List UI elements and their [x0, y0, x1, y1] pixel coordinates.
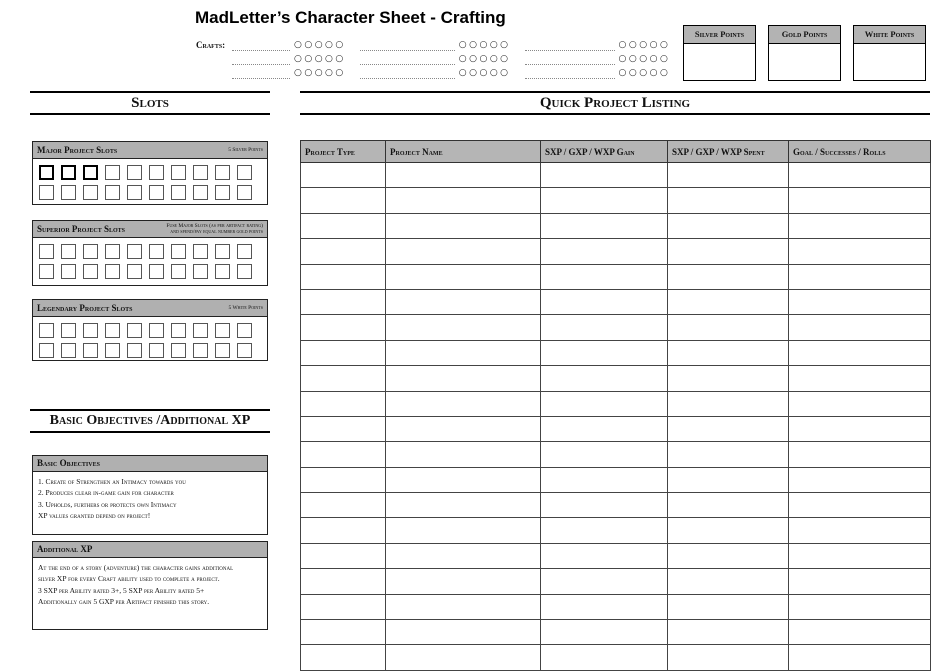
- table-cell[interactable]: [668, 289, 789, 314]
- project-slot-checkbox[interactable]: [149, 185, 164, 200]
- table-cell[interactable]: [789, 569, 931, 594]
- project-slot-checkbox[interactable]: [61, 244, 76, 259]
- table-cell[interactable]: [789, 620, 931, 645]
- table-header-row: [301, 141, 931, 163]
- crafts-label: Crafts:: [196, 40, 226, 50]
- objective-item: 3. Upholds, furthers or protects own Intimacy: [38, 499, 177, 509]
- table-cell[interactable]: [386, 366, 541, 391]
- table-cell[interactable]: [789, 645, 931, 670]
- table-cell[interactable]: [541, 264, 668, 289]
- table-cell[interactable]: [386, 391, 541, 416]
- additional-xp-line: silver XP for every Craft ability used to complete a project.: [38, 574, 220, 584]
- additional-xp-line: Additionally gain 5 GXP per Artifact finished this story.: [38, 596, 210, 606]
- project-slot-checkbox[interactable]: [171, 323, 186, 338]
- table-cell[interactable]: [301, 366, 386, 391]
- project-slot-checkbox[interactable]: [39, 343, 54, 358]
- objective-item: 2. Produces clear in-game gain for character: [38, 488, 174, 498]
- table-row: [301, 594, 931, 619]
- craft-rating-dots[interactable]: ○○○○○: [458, 54, 511, 64]
- table-row: [301, 188, 931, 213]
- objective-item: 1. Create of Strengthen an Intimacy towards you: [38, 477, 186, 486]
- table-cell[interactable]: [301, 315, 386, 340]
- craft-rating-dots[interactable]: ○○○○○: [294, 68, 346, 78]
- table-cell[interactable]: [668, 163, 789, 188]
- craft-entry: [232, 68, 346, 79]
- objectives-footer: XP values granted depend on project!: [38, 510, 151, 520]
- table-row: [301, 366, 931, 391]
- table-cell[interactable]: [668, 213, 789, 238]
- table-cell[interactable]: [541, 188, 668, 213]
- table-cell[interactable]: [301, 543, 386, 568]
- project-table: [300, 140, 931, 671]
- table-cell[interactable]: [541, 442, 668, 467]
- table-cell[interactable]: [541, 467, 668, 492]
- table-cell[interactable]: [541, 391, 668, 416]
- table-cell[interactable]: [301, 213, 386, 238]
- superior-slots-title: Superior Project Slots: [37, 224, 126, 234]
- craft-row: [232, 65, 684, 79]
- crafts-grid: [232, 37, 684, 79]
- table-row: [301, 239, 931, 264]
- table-cell[interactable]: [301, 416, 386, 441]
- table-cell[interactable]: [789, 391, 931, 416]
- table-cell[interactable]: [386, 493, 541, 518]
- table-cell[interactable]: [668, 442, 789, 467]
- craft-entry: [232, 54, 346, 65]
- table-row: [301, 391, 931, 416]
- table-row: [301, 543, 931, 568]
- project-slot-checkbox[interactable]: [61, 165, 76, 180]
- project-slot-checkbox[interactable]: [215, 185, 230, 200]
- table-row: [301, 620, 931, 645]
- table-cell[interactable]: [668, 340, 789, 365]
- table-cell[interactable]: [668, 569, 789, 594]
- table-cell[interactable]: [301, 163, 386, 188]
- table-cell[interactable]: [541, 594, 668, 619]
- table-cell[interactable]: [301, 188, 386, 213]
- table-row: [301, 416, 931, 441]
- additional-xp-title: Additional XP: [33, 542, 267, 558]
- table-cell[interactable]: [301, 645, 386, 670]
- slots-section-header: [30, 91, 270, 115]
- silver-points-label: Silver Points: [684, 26, 755, 44]
- table-cell[interactable]: [386, 442, 541, 467]
- table-cell[interactable]: [668, 264, 789, 289]
- table-cell[interactable]: [386, 645, 541, 670]
- col-xp-spent: SXP / GXP / WXP Spent: [668, 141, 789, 163]
- table-cell[interactable]: [668, 543, 789, 568]
- project-slot-checkbox[interactable]: [105, 165, 120, 180]
- project-slot-checkbox[interactable]: [83, 185, 98, 200]
- table-cell[interactable]: [541, 416, 668, 441]
- table-cell[interactable]: [668, 416, 789, 441]
- table-cell[interactable]: [301, 391, 386, 416]
- project-slot-checkbox[interactable]: [39, 185, 54, 200]
- white-points-value[interactable]: [854, 44, 925, 80]
- craft-name-line[interactable]: [525, 54, 615, 65]
- points-boxes: [683, 25, 926, 81]
- craft-name-line[interactable]: [525, 40, 615, 51]
- craft-rating-dots[interactable]: ○○○○○: [294, 40, 346, 50]
- craft-rating-dots[interactable]: ○○○○○: [458, 40, 511, 50]
- objectives-header-text: Basic Objectives /Additional XP: [49, 413, 251, 428]
- table-cell[interactable]: [789, 163, 931, 188]
- project-slot-checkbox[interactable]: [193, 185, 208, 200]
- table-cell[interactable]: [386, 315, 541, 340]
- table-cell[interactable]: [789, 213, 931, 238]
- table-cell[interactable]: [668, 188, 789, 213]
- table-cell[interactable]: [301, 239, 386, 264]
- craft-entry: [525, 54, 671, 65]
- major-slots-title: Major Project Slots: [37, 145, 118, 155]
- gold-points-box: [768, 25, 841, 81]
- slot-checkbox-row: [33, 338, 267, 358]
- col-project-name: Project Name: [386, 141, 541, 163]
- project-slot-checkbox[interactable]: [149, 343, 164, 358]
- project-slot-checkbox[interactable]: [215, 244, 230, 259]
- table-cell[interactable]: [789, 239, 931, 264]
- project-slot-checkbox[interactable]: [127, 343, 142, 358]
- table-cell[interactable]: [541, 239, 668, 264]
- table-cell[interactable]: [386, 416, 541, 441]
- table-cell[interactable]: [386, 213, 541, 238]
- table-row: [301, 645, 931, 670]
- silver-points-value[interactable]: [684, 44, 755, 80]
- craft-entry: [525, 68, 671, 79]
- project-slot-checkbox[interactable]: [149, 165, 164, 180]
- table-cell[interactable]: [789, 315, 931, 340]
- project-slot-checkbox[interactable]: [149, 323, 164, 338]
- project-slot-checkbox[interactable]: [171, 343, 186, 358]
- table-cell[interactable]: [301, 620, 386, 645]
- table-cell[interactable]: [386, 264, 541, 289]
- project-slot-checkbox[interactable]: [127, 185, 142, 200]
- table-cell[interactable]: [301, 493, 386, 518]
- project-slot-checkbox[interactable]: [39, 323, 54, 338]
- table-cell[interactable]: [668, 645, 789, 670]
- silver-points-box: [683, 25, 756, 81]
- project-slot-checkbox[interactable]: [105, 185, 120, 200]
- craft-name-line[interactable]: [360, 68, 455, 79]
- table-cell[interactable]: [541, 493, 668, 518]
- table-cell[interactable]: [668, 518, 789, 543]
- craft-entry: [360, 54, 511, 65]
- table-cell[interactable]: [789, 188, 931, 213]
- legendary-slots-title: Legendary Project Slots: [37, 303, 133, 313]
- table-row: [301, 264, 931, 289]
- craft-entry: [232, 40, 346, 51]
- table-cell[interactable]: [668, 315, 789, 340]
- table-cell[interactable]: [386, 467, 541, 492]
- craft-name-line[interactable]: [525, 68, 615, 79]
- legendary-slots-note: 5 White Points: [228, 304, 263, 311]
- craft-entry: [360, 68, 511, 79]
- table-cell[interactable]: [789, 543, 931, 568]
- table-cell[interactable]: [668, 493, 789, 518]
- superior-project-slots-box: [32, 220, 268, 286]
- craft-rating-dots[interactable]: ○○○○○: [618, 54, 671, 64]
- table-cell[interactable]: [541, 315, 668, 340]
- gold-points-value[interactable]: [769, 44, 840, 80]
- legendary-slots-bar: [33, 300, 267, 317]
- basic-objectives-body: [33, 472, 267, 525]
- table-row: [301, 289, 931, 314]
- table-cell[interactable]: [789, 518, 931, 543]
- craft-rating-dots[interactable]: ○○○○○: [294, 54, 346, 64]
- table-cell[interactable]: [386, 620, 541, 645]
- table-cell[interactable]: [668, 467, 789, 492]
- craft-row: [232, 37, 684, 51]
- table-cell[interactable]: [386, 569, 541, 594]
- table-cell[interactable]: [301, 264, 386, 289]
- project-slot-checkbox[interactable]: [39, 244, 54, 259]
- craft-row: [232, 51, 684, 65]
- table-row: [301, 163, 931, 188]
- table-cell[interactable]: [386, 594, 541, 619]
- project-slot-checkbox[interactable]: [215, 165, 230, 180]
- additional-xp-body: [33, 558, 267, 611]
- project-slot-checkbox[interactable]: [237, 264, 252, 279]
- superior-slots-note: [166, 223, 263, 236]
- table-cell[interactable]: [386, 239, 541, 264]
- craft-entry: [525, 40, 671, 51]
- table-cell[interactable]: [789, 264, 931, 289]
- craft-name-line[interactable]: [232, 54, 290, 65]
- table-cell[interactable]: [301, 442, 386, 467]
- table-cell[interactable]: [789, 594, 931, 619]
- table-cell[interactable]: [789, 416, 931, 441]
- project-slot-checkbox[interactable]: [105, 323, 120, 338]
- project-slot-checkbox[interactable]: [61, 264, 76, 279]
- table-cell[interactable]: [541, 620, 668, 645]
- project-slot-checkbox[interactable]: [215, 323, 230, 338]
- project-slot-checkbox[interactable]: [193, 244, 208, 259]
- table-cell[interactable]: [789, 467, 931, 492]
- table-row: [301, 442, 931, 467]
- table-cell[interactable]: [668, 620, 789, 645]
- col-project-type: Project Type: [301, 141, 386, 163]
- table-row: [301, 467, 931, 492]
- project-slot-checkbox[interactable]: [171, 264, 186, 279]
- table-cell[interactable]: [386, 188, 541, 213]
- quick-project-listing-header: [300, 91, 930, 115]
- table-cell[interactable]: [541, 340, 668, 365]
- project-slot-checkbox[interactable]: [149, 244, 164, 259]
- table-cell[interactable]: [541, 645, 668, 670]
- gold-points-label: Gold Points: [769, 26, 840, 44]
- table-row: [301, 213, 931, 238]
- quick-project-listing-text: Quick Project Listing: [539, 95, 691, 111]
- table-cell[interactable]: [541, 543, 668, 568]
- table-cell[interactable]: [541, 213, 668, 238]
- slot-checkbox-row: [33, 159, 267, 180]
- table-cell[interactable]: [789, 366, 931, 391]
- project-slot-checkbox[interactable]: [171, 165, 186, 180]
- table-cell[interactable]: [301, 289, 386, 314]
- project-slot-checkbox[interactable]: [127, 165, 142, 180]
- col-goal-successes-rolls: Goal / Successes / Rolls: [789, 141, 931, 163]
- project-slot-checkbox[interactable]: [83, 343, 98, 358]
- table-cell[interactable]: [386, 543, 541, 568]
- table-cell[interactable]: [789, 289, 931, 314]
- project-slot-checkbox[interactable]: [39, 264, 54, 279]
- craft-name-line[interactable]: [360, 54, 455, 65]
- slot-checkbox-row: [33, 180, 267, 200]
- col-xp-gain: SXP / GXP / WXP Gain: [541, 141, 668, 163]
- project-slot-checkbox[interactable]: [215, 264, 230, 279]
- project-slot-checkbox[interactable]: [193, 165, 208, 180]
- table-cell[interactable]: [541, 163, 668, 188]
- project-slot-checkbox[interactable]: [127, 323, 142, 338]
- table-cell[interactable]: [789, 340, 931, 365]
- superior-note-line-2: and spend/pay equal number gold points: [170, 229, 263, 235]
- additional-xp-box: [32, 541, 268, 630]
- project-slot-checkbox[interactable]: [149, 264, 164, 279]
- project-slot-checkbox[interactable]: [105, 264, 120, 279]
- project-slot-checkbox[interactable]: [39, 165, 54, 180]
- project-slot-checkbox[interactable]: [237, 244, 252, 259]
- project-table-body: [301, 163, 931, 671]
- table-cell[interactable]: [301, 569, 386, 594]
- craft-name-line[interactable]: [360, 40, 455, 51]
- table-cell[interactable]: [668, 366, 789, 391]
- project-slot-checkbox[interactable]: [61, 343, 76, 358]
- table-cell[interactable]: [301, 340, 386, 365]
- table-row: [301, 315, 931, 340]
- table-cell[interactable]: [541, 569, 668, 594]
- white-points-label: White Points: [854, 26, 925, 44]
- craft-rating-dots[interactable]: ○○○○○: [458, 68, 511, 78]
- table-cell[interactable]: [541, 366, 668, 391]
- project-slot-checkbox[interactable]: [127, 244, 142, 259]
- table-row: [301, 569, 931, 594]
- project-slot-checkbox[interactable]: [171, 244, 186, 259]
- craft-rating-dots[interactable]: ○○○○○: [618, 40, 671, 50]
- table-cell[interactable]: [789, 442, 931, 467]
- project-slot-checkbox[interactable]: [237, 343, 252, 358]
- craft-name-line[interactable]: [232, 40, 290, 51]
- project-slot-checkbox[interactable]: [61, 323, 76, 338]
- major-slots-bar: [33, 142, 267, 159]
- page-title: MadLetter’s Character Sheet - Crafting: [195, 8, 506, 27]
- project-slot-checkbox[interactable]: [83, 323, 98, 338]
- superior-slots-bar: [33, 221, 267, 238]
- basic-objectives-box: [32, 455, 268, 535]
- table-cell[interactable]: [301, 467, 386, 492]
- project-slot-checkbox[interactable]: [193, 343, 208, 358]
- table-cell[interactable]: [668, 391, 789, 416]
- craft-name-line[interactable]: [232, 68, 290, 79]
- project-slot-checkbox[interactable]: [193, 264, 208, 279]
- table-cell[interactable]: [301, 518, 386, 543]
- table-cell[interactable]: [386, 163, 541, 188]
- table-row: [301, 518, 931, 543]
- table-cell[interactable]: [541, 289, 668, 314]
- project-slot-checkbox[interactable]: [171, 185, 186, 200]
- superior-note-line-1: Fuse Major Slots (as per artifact rating): [166, 222, 263, 229]
- table-row: [301, 493, 931, 518]
- additional-xp-line: At the end of a story (adventure) the character gains additional: [38, 563, 234, 572]
- major-slots-note: 5 Silver Points: [228, 146, 263, 153]
- legendary-project-slots-box: [32, 299, 268, 361]
- major-project-slots-box: [32, 141, 268, 205]
- white-points-box: [853, 25, 926, 81]
- table-cell[interactable]: [789, 493, 931, 518]
- slot-checkbox-row: [33, 238, 267, 259]
- slots-header-text: Slots: [131, 95, 169, 111]
- table-cell[interactable]: [386, 289, 541, 314]
- project-slot-checkbox[interactable]: [83, 165, 98, 180]
- table-cell[interactable]: [386, 518, 541, 543]
- project-slot-checkbox[interactable]: [105, 343, 120, 358]
- table-cell[interactable]: [386, 340, 541, 365]
- slot-checkbox-row: [33, 259, 267, 279]
- slot-checkbox-row: [33, 317, 267, 338]
- project-slot-checkbox[interactable]: [237, 323, 252, 338]
- project-slot-checkbox[interactable]: [127, 264, 142, 279]
- project-slot-checkbox[interactable]: [61, 185, 76, 200]
- project-slot-checkbox[interactable]: [83, 244, 98, 259]
- craft-rating-dots[interactable]: ○○○○○: [618, 68, 671, 78]
- table-cell[interactable]: [541, 518, 668, 543]
- project-slot-checkbox[interactable]: [193, 323, 208, 338]
- basic-objectives-title: Basic Objectives: [33, 456, 267, 472]
- project-slot-checkbox[interactable]: [83, 264, 98, 279]
- table-row: [301, 340, 931, 365]
- table-cell[interactable]: [668, 594, 789, 619]
- table-cell[interactable]: [668, 239, 789, 264]
- project-slot-checkbox[interactable]: [105, 244, 120, 259]
- table-cell[interactable]: [301, 594, 386, 619]
- project-slot-checkbox[interactable]: [215, 343, 230, 358]
- objectives-section-header: [30, 409, 270, 433]
- additional-xp-line: 3 SXP per Ability rated 3+, 5 SXP per Ability rated 5+: [38, 585, 205, 595]
- craft-entry: [360, 40, 511, 51]
- project-slot-checkbox[interactable]: [237, 165, 252, 180]
- project-slot-checkbox[interactable]: [237, 185, 252, 200]
